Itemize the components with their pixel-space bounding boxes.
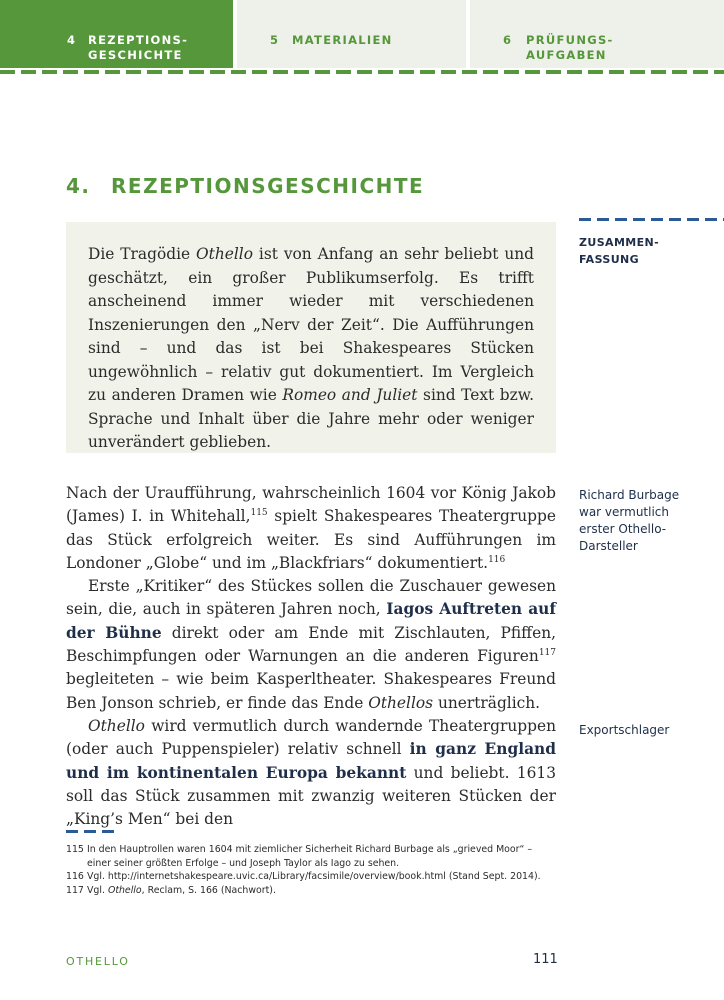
chapter-number: 4. <box>66 174 91 198</box>
tab-materialien[interactable] <box>237 0 466 68</box>
footnote-115: 115 In den Hauptrollen waren 1604 mit ziemlicher Sicherheit Richard Burbage als „grieved Moor“ – einer seiner größten Erfolge – und Joseph Taylor als Iago zu sehen. <box>66 844 533 869</box>
footnote-ref[interactable]: 116 <box>488 554 506 565</box>
header-dashed-divider <box>0 70 724 74</box>
footnote-117: 117 Vgl. Othello, Reclam, S. 166 (Nachwort). <box>66 884 276 896</box>
paragraph: Nach der Uraufführung, wahrscheinlich 1604 vor König Jakob (James) I. in Whitehall,$^{115}$ spielt Shakespeares Theatergruppe das Stück erfolgreich weiter. Es sind Aufführungen im Londoner „Globe“ und im „Blackfriars“ dokumentiert.$^{116}$ <box>66 484 556 572</box>
footnote-116: 116 Vgl. http://internetshakespeare.uvic.ca/Library/facsimile/overview/book.html (Stand Sept. 2014). <box>66 871 541 883</box>
chapter-title: REZEPTIONSGESCHICHTE <box>111 174 425 198</box>
summary-text: Die Tragödie Othello ist von Anfang an sehr beliebt und geschätzt, ein großer Publikumserfolg. Es trifft anscheinend immer wieder mit verschiedenen Inszenierungen den „Nerv der Zeit“. Die Aufführungen sind – und das ist bei Shakespeares Stücken ungewöhnlich – relativ gut dokumentiert. Im Vergleich zu anderen Dramen wie Romeo and Juliet sind Text bzw. Sprache und Inhalt über die Jahre mehr oder weniger unverändert geblieben. <box>88 245 534 451</box>
paragraph: Erste „Kritiker“ des Stückes sollen die Zuschauer gewesen sein, die, auch in späteren Jahren noch, Iagos Auftreten auf der Bühne direkt oder am Ende mit Zischlauten, Pfiffen, Beschimpfungen oder Warnungen an die anderen Figuren$^{117}$ begleiteten – wie beim Kasperltheater. Shakespeares Freund Ben Jonson schrieb, er finde das Ende Othellos unerträglich. <box>66 577 557 712</box>
tab-rezeptionsgeschichte[interactable] <box>0 0 233 68</box>
footnotes <box>66 843 556 897</box>
margin-note-exportschlager: Exportschlager <box>579 723 670 737</box>
footnote-divider <box>66 830 116 833</box>
page-number: 111 <box>533 952 558 967</box>
paragraph: Othello wird vermutlich durch wandernde Theatergruppen (oder auch Puppenspieler) relativ schnell in ganz England und im kontinentalen Europa bekannt und beliebt. 1613 soll das Stück zusammen mit zwanzig weiteren Stücken der „King’s Men“ bei den <box>66 716 556 829</box>
margin-dashed-divider <box>579 218 724 221</box>
summary-box <box>66 222 556 453</box>
tab-label: MATERIALIEN <box>292 33 393 47</box>
footnote-ref[interactable]: 115 <box>250 508 268 519</box>
tab-label: REZEPTIONS- GESCHICHTE <box>88 33 189 62</box>
running-footer-title: OTHELLO <box>66 955 130 968</box>
margin-summary-label: ZUSAMMEN- FASSUNG <box>579 236 660 266</box>
tab-number: 5 <box>270 33 280 47</box>
chapter-tabs <box>0 0 724 68</box>
footnote-ref[interactable]: 117 <box>538 647 556 658</box>
tab-pruefungsaufgaben[interactable] <box>470 0 724 68</box>
tab-number: 6 <box>503 33 513 47</box>
body-text <box>66 482 556 831</box>
margin-note-burbage: Richard Burbage war vermutlich erster Othello- Darsteller <box>579 488 680 553</box>
chapter-heading <box>66 174 424 198</box>
tab-label: PRÜFUNGS- AUFGABEN <box>526 33 614 62</box>
tab-number: 4 <box>67 33 77 47</box>
